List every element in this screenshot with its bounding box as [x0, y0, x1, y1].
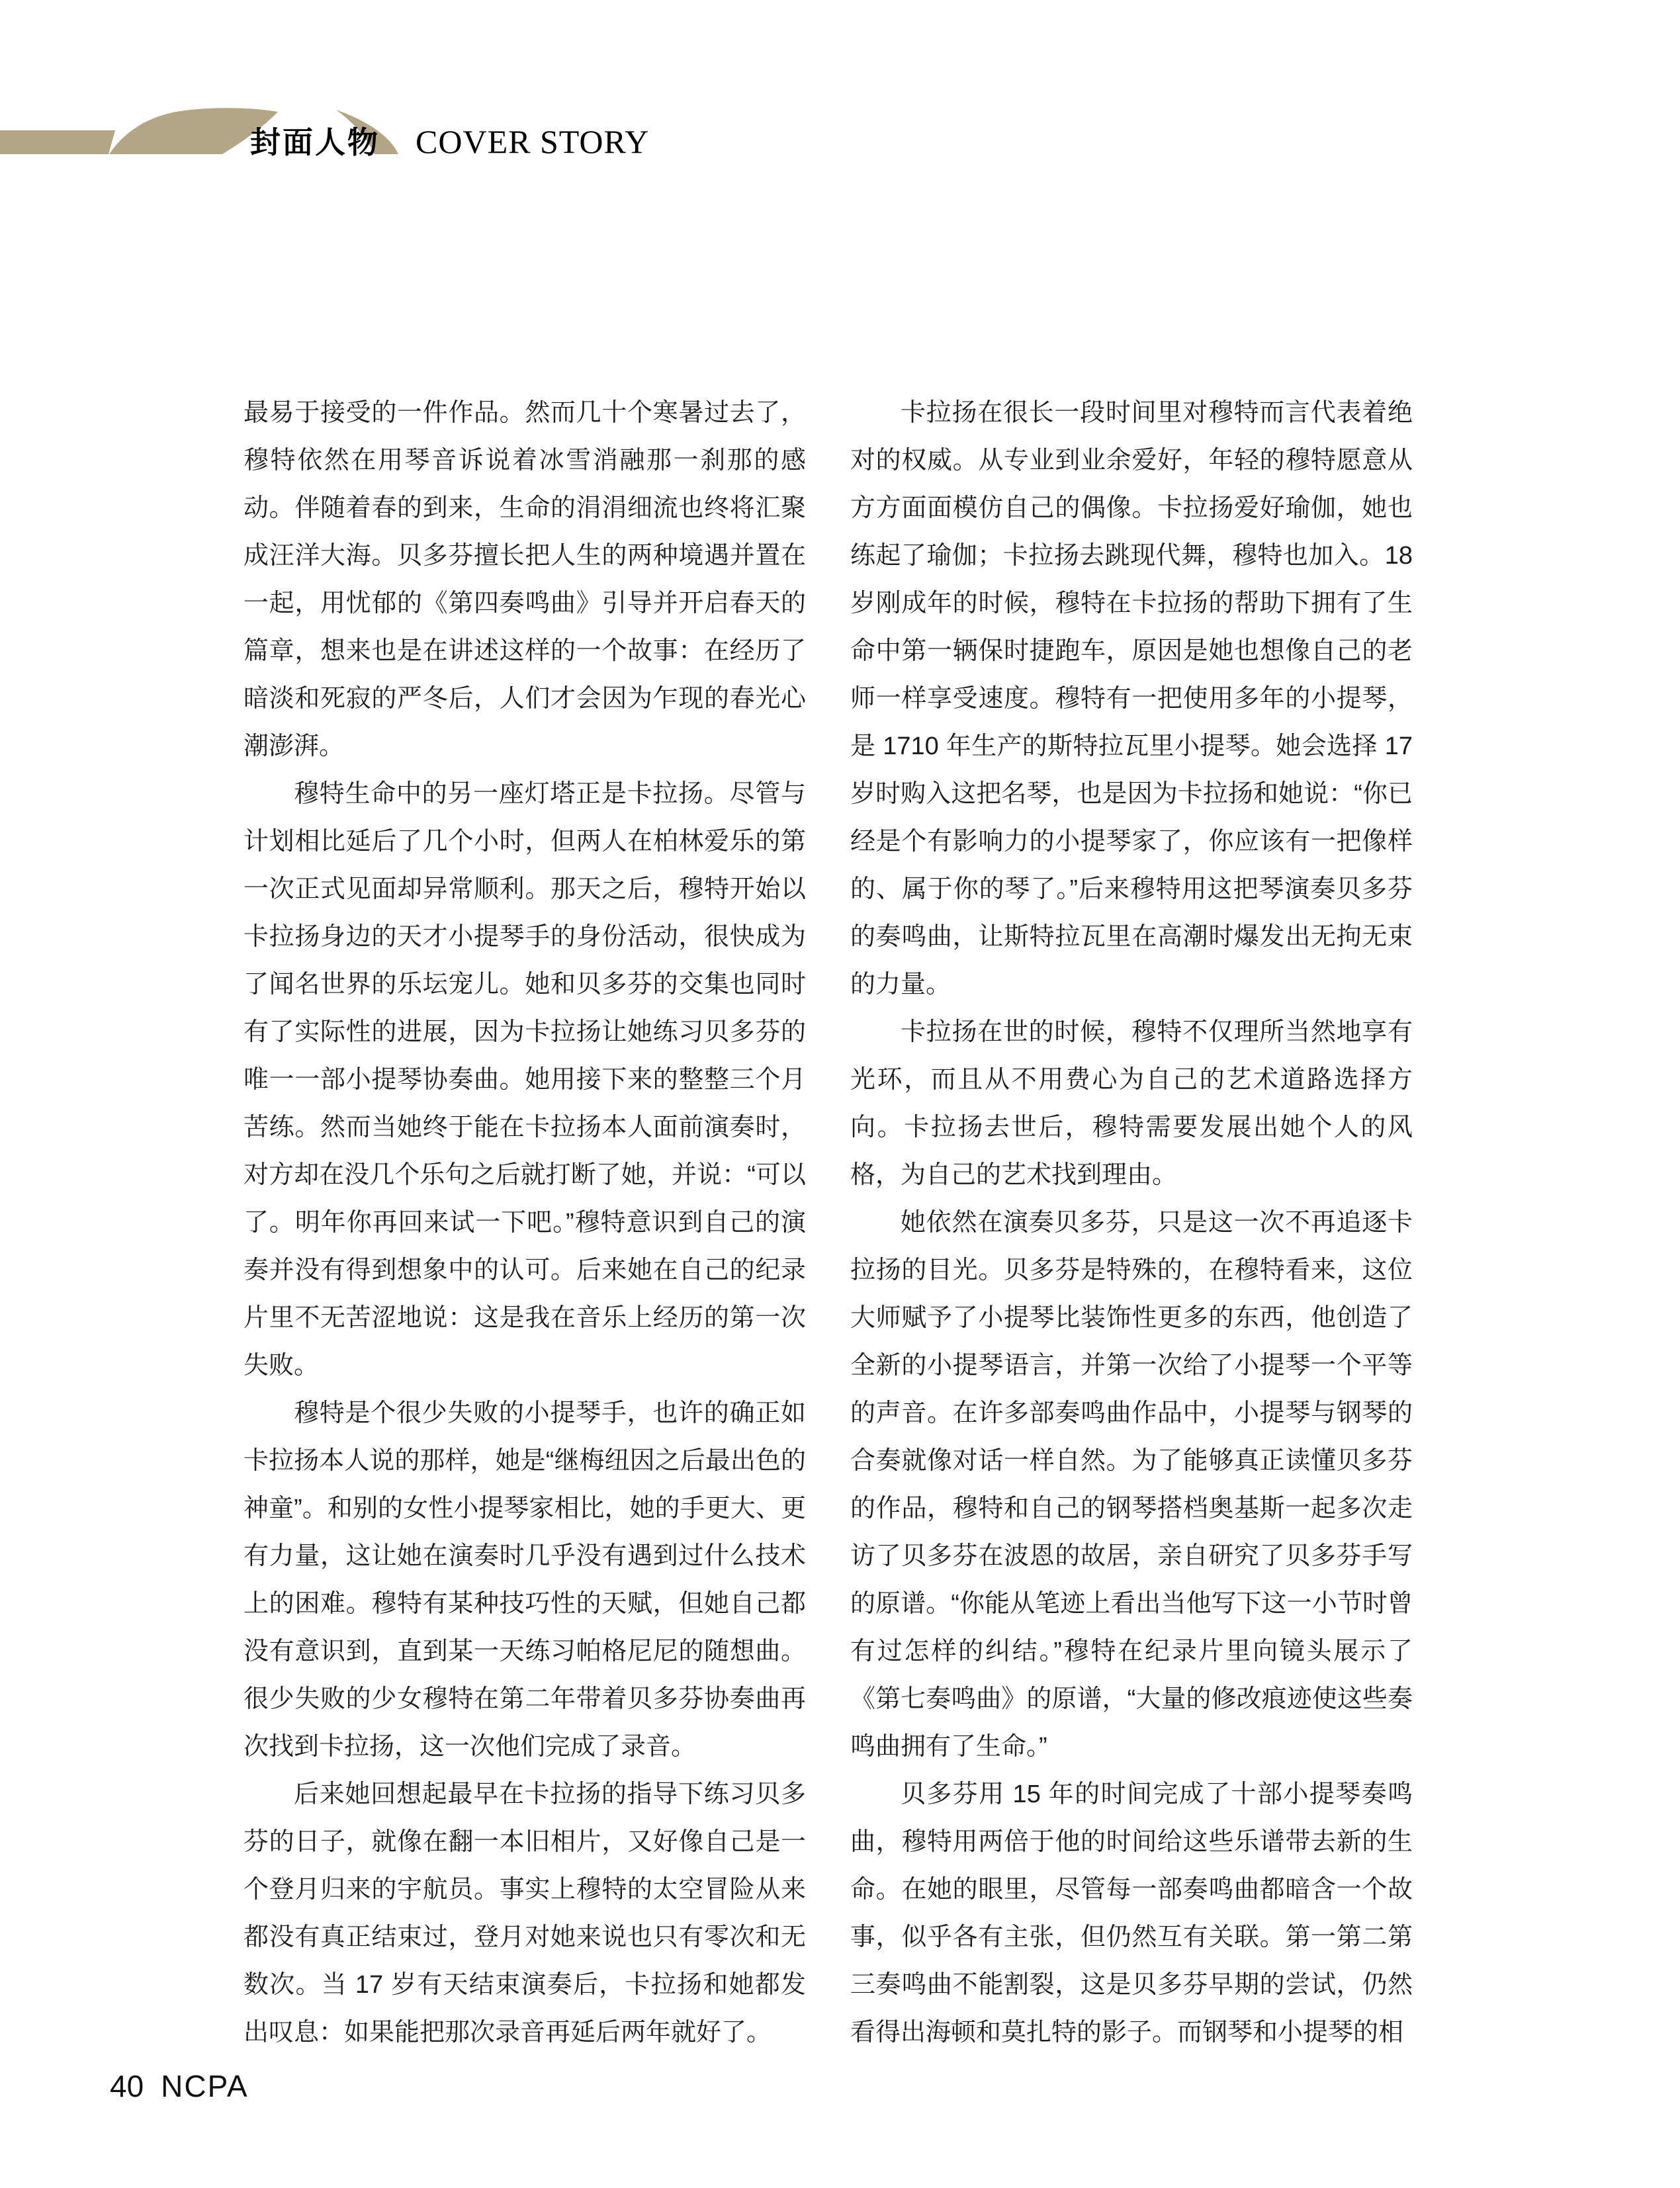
- section-title-chinese: 封面人物: [250, 125, 380, 159]
- paragraph: 卡拉扬在世的时候，穆特不仅理所当然地享有光环，而且从不用费心为自己的艺术道路选择方向。卡拉扬去世后，穆特需要发展出她个人的风格，为自己的艺术找到理由。: [850, 1018, 1413, 1189]
- text-column-left: [243, 389, 806, 2056]
- page-number: 40: [110, 2069, 144, 2103]
- paragraph: 她依然在演奏贝多芬，只是这一次不再追逐卡拉扬的目光。贝多芬是特殊的，在穆特看来，这位大师赋予了小提琴比装饰性更多的东西，他创造了全新的小提琴语言，并第一次给了小提琴一个平等的声音。在许多部奏鸣曲作品中，小提琴与钢琴的合奏就像对话一样自然。为了能够真正读懂贝多芬的作品，穆特和自己的钢琴搭档奥基斯一起多次走访了贝多芬在波恩的故居，亲自研究了贝多芬手写的原谱。“你能从笔迹上看出当他写下这一小节时曾有过怎样的纠结。”穆特在纪录片里向镜头展示了《第七奏鸣曲》的原谱，“大量的修改痕迹使这些奏鸣曲拥有了生命。”: [850, 1209, 1413, 1761]
- page-footer: [110, 2070, 249, 2103]
- paragraph: 贝多芬用 15 年的时间完成了十部小提琴奏鸣曲，穆特用两倍于他的时间给这些乐谱带去新的生命。在她的眼里，尽管每一部奏鸣曲都暗含一个故事，似乎各有主张，但仍然互有关联。第一第二第三奏鸣曲不能割裂，这是贝多芬早期的尝试，仍然看得出海顿和莫扎特的影子。而钢琴和小提琴的相: [850, 1780, 1413, 2046]
- paragraph: 穆特是个很少失败的小提琴手，也许的确正如卡拉扬本人说的那样，她是“继梅纽因之后最出色的神童”。和别的女性小提琴家相比，她的手更大、更有力量，这让她在演奏时几乎没有遇到过什么技术上的困难。穆特有某种技巧性的天赋，但她自己都没有意识到，直到某一天练习帕格尼尼的随想曲。很少失败的少女穆特在第二年带着贝多芬协奏曲再次找到卡拉扬，这一次他们完成了录音。: [243, 1399, 806, 1761]
- section-title-english: COVER STORY: [416, 123, 650, 160]
- paragraph: 后来她回想起最早在卡拉扬的指导下练习贝多芬的日子，就像在翻一本旧相片，又好像自己是一个登月归来的宇航员。事实上穆特的太空冒险从来都没有真正结束过，登月对她来说也只有零次和无数次。当 17 岁有天结束演奏后，卡拉扬和她都发出叹息：如果能把那次录音再延后两年就好了。: [243, 1780, 806, 2046]
- paragraph: 穆特生命中的另一座灯塔正是卡拉扬。尽管与计划相比延后了几个小时，但两人在柏林爱乐的第一次正式见面却异常顺利。那天之后，穆特开始以卡拉扬身边的天才小提琴手的身份活动，很快成为了闻名世界的乐坛宠儿。她和贝多芬的交集也同时有了实际性的进展，因为卡拉扬让她练习贝多芬的唯一一部小提琴协奏曲。她用接下来的整整三个月苦练。然而当她终于能在卡拉扬本人面前演奏时，对方却在没几个乐句之后就打断了她，并说：“可以了。明年你再回来试一下吧。”穆特意识到自己的演奏并没有得到想象中的认可。后来她在自己的纪录片里不无苦涩地说：这是我在音乐上经历的第一次失败。: [243, 780, 806, 1379]
- magazine-brand: NCPA: [161, 2069, 249, 2103]
- paragraph: 最易于接受的一件作品。然而几十个寒暑过去了，穆特依然在用琴音诉说着冰雪消融那一刹那的感动。伴随着春的到来，生命的涓涓细流也终将汇聚成汪洋大海。贝多芬擅长把人生的两种境遇并置在一起，用忧郁的《第四奏鸣曲》引导并开启春天的篇章，想来也是在讲述这样的一个故事：在经历了暗淡和死寂的严冬后，人们才会因为乍现的春光心潮澎湃。: [243, 399, 806, 760]
- paragraph: 卡拉扬在很长一段时间里对穆特而言代表着绝对的权威。从专业到业余爱好，年轻的穆特愿意从方方面面模仿自己的偶像。卡拉扬爱好瑜伽，她也练起了瑜伽；卡拉扬去跳现代舞，穆特也加入。18 岁刚成年的时候，穆特在卡拉扬的帮助下拥有了生命中第一辆保时捷跑车，原因是她也想像自己的老师一样享受速度。穆特有一把使用多年的小提琴，是 1710 年生产的斯特拉瓦里小提琴。她会选择 17 岁时购入这把名琴，也是因为卡拉扬和她说：“你已经是个有影响力的小提琴家了，你应该有一把像样的、属于你的琴了。”后来穆特用这把琴演奏贝多芬的奏鸣曲，让斯特拉瓦里在高潮时爆发出无拘无束的力量。: [850, 399, 1413, 998]
- text-column-right: [850, 389, 1413, 2056]
- header-bar-shape: [0, 130, 115, 154]
